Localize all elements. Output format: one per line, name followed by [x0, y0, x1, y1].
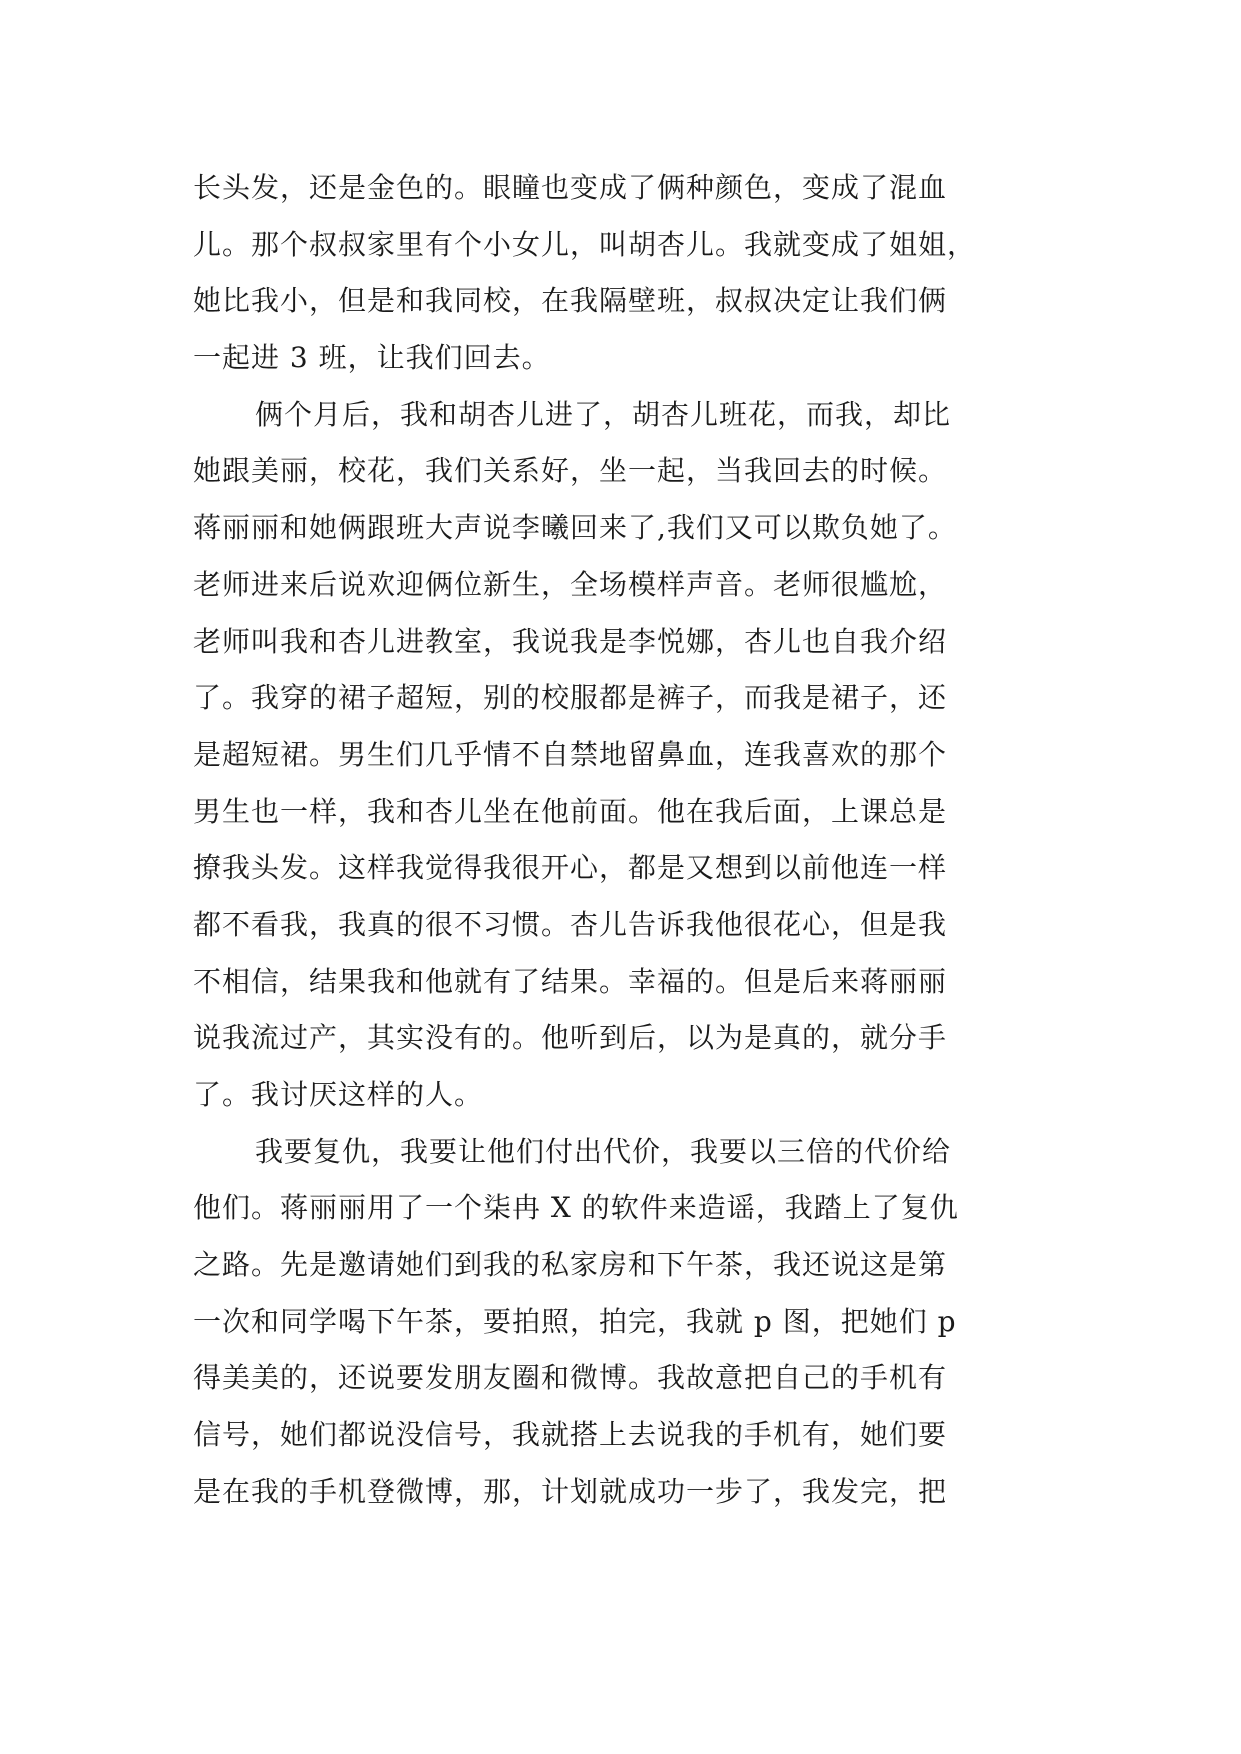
text-line: 得美美的，还说要发朋友圈和微博。我故意把自己的手机有	[193, 1361, 948, 1395]
text-line: 儿。那个叔叔家里有个小女儿，叫胡杏儿。我就变成了姐姐，	[193, 227, 977, 261]
text-line: 老师进来后说欢迎俩位新生，全场模样声音。老师很尴尬，	[193, 567, 948, 601]
text-line: 撩我头发。这样我觉得我很开心，都是又想到以前他连一样	[193, 851, 948, 885]
text-line: 我要复仇，我要让他们付出代价，我要以三倍的代价给	[255, 1134, 952, 1168]
text-line: 她比我小，但是和我同校，在我隔壁班，叔叔决定让我们俩	[193, 284, 948, 318]
text-line: 之路。先是邀请她们到我的私家房和下午茶，我还说这是第	[193, 1248, 948, 1282]
text-line: 不相信，结果我和他就有了结果。幸福的。但是后来蒋丽丽	[193, 964, 948, 998]
text-line: 是在我的手机登微博，那，计划就成功一步了，我发完，把	[193, 1474, 948, 1508]
paragraph-1	[193, 160, 1053, 387]
paragraph-2	[193, 387, 1053, 1124]
paragraph-3	[193, 1124, 1053, 1521]
text-line: 他们。蒋丽丽用了一个柒冉 X 的软件来造谣，我踏上了复仇	[193, 1191, 959, 1225]
text-line: 老师叫我和杏儿进教室，我说我是李悦娜，杏儿也自我介绍	[193, 624, 948, 658]
text-line: 一起进 3 班，让我们回去。	[193, 341, 551, 375]
document-body	[193, 160, 1053, 1521]
text-line: 蒋丽丽和她俩跟班大声说李曦回来了,我们又可以欺负她了。	[193, 511, 957, 545]
text-line: 信号，她们都说没信号，我就搭上去说我的手机有，她们要	[193, 1418, 948, 1452]
text-line: 男生也一样，我和杏儿坐在他前面。他在我后面，上课总是	[193, 794, 948, 828]
text-line: 长头发，还是金色的。眼瞳也变成了俩种颜色，变成了混血	[193, 171, 948, 204]
text-line: 她跟美丽，校花，我们关系好，坐一起，当我回去的时候。	[193, 454, 948, 488]
text-line: 俩个月后，我和胡杏儿进了，胡杏儿班花，而我，却比	[255, 397, 952, 431]
text-line: 一次和同学喝下午茶，要拍照，拍完，我就 p 图，把她们 p	[193, 1304, 957, 1338]
text-line: 了。我讨厌这样的人。	[193, 1078, 484, 1111]
text-line: 了。我穿的裙子超短，别的校服都是裤子，而我是裙子，还	[193, 681, 948, 715]
text-line: 说我流过产，其实没有的。他听到后，以为是真的，就分手	[193, 1021, 948, 1055]
text-line: 是超短裙。男生们几乎情不自禁地留鼻血，连我喜欢的那个	[193, 737, 948, 771]
text-line: 都不看我，我真的很不习惯。杏儿告诉我他很花心，但是我	[193, 907, 948, 941]
